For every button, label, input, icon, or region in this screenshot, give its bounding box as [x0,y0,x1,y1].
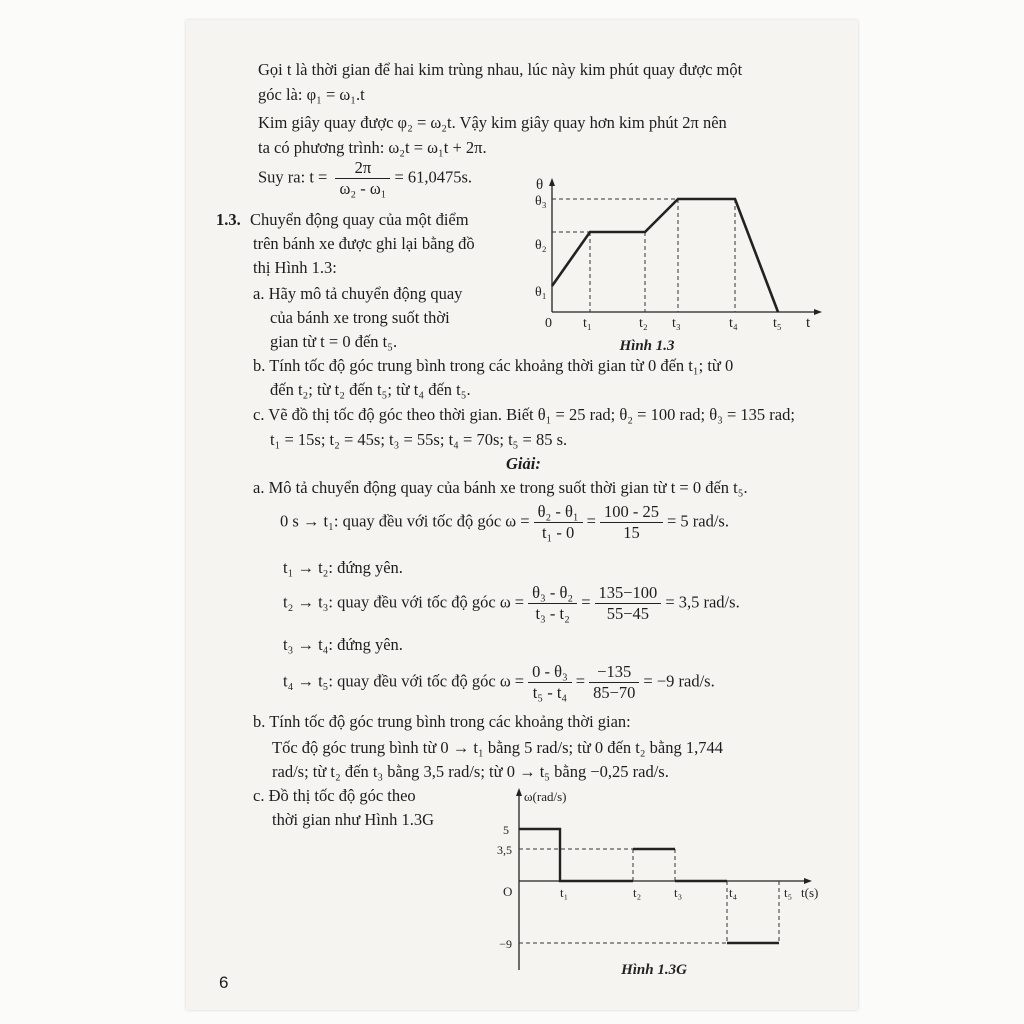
text-line: t₁ → t₂: đứng yên. [283,558,403,577]
denominator: ω₂ - ω₁ [339,179,387,198]
y-axis-label: ω(rad/s) [524,789,567,804]
x-tick: t₃ [672,316,681,331]
text-line: Tốc độ góc trung bình từ 0 → t₁ bằng 5 rad/s; từ 0 đến t₂ bằng 1,744 [272,738,723,757]
y-tick: θ₁ [535,285,547,300]
text-line: góc là: φ₁ = ω₁.t [258,85,365,104]
text-line: a. Hãy mô tả chuyển động quay [253,284,463,303]
guide-lines [552,199,735,312]
denominator: t₁ - 0 [541,523,575,542]
problem-number: 1.3. [216,210,241,229]
text-line: đến t₂; từ t₂ đến t₅; từ t₄ đến t₅. [270,380,471,399]
x-tick: t₅ [773,316,782,331]
eq-result: = −9 rad/s. [643,671,715,691]
x-tick: t₂ [639,316,648,331]
text-line: của bánh xe trong suốt thời [270,308,450,327]
origin-label: O [503,884,513,899]
text-line: Chuyển động quay của một điểm [250,210,469,229]
x-arrow-icon [804,878,812,884]
y-tick: θ₂ [535,238,547,253]
x-axis-label: t [806,315,811,331]
text-line: t₁ = 15s; t₂ = 45s; t₃ = 55s; t₄ = 70s; t₅ = 85 s. [270,430,568,449]
x-arrow-icon [814,309,822,315]
eq-text: t₂ → t₃: quay đều với tốc độ góc ω = [283,592,525,612]
text-line: a. Mô tả chuyển động quay của bánh xe trong suốt thời gian từ t = 0 đến t₅. [253,478,748,497]
numerator: 100 - 25 [600,502,663,523]
eq-sign: = [575,671,586,691]
x-tick: t₅ [784,885,793,900]
y-tick: θ₃ [535,194,547,209]
solution-title: Giải: [506,454,541,473]
figure-caption: Hình 1.3 [619,338,675,354]
eq-sign: = [581,592,591,612]
numerator: 2π [335,158,390,179]
text-line: ta có phương trình: ω₂t = ω₁t + 2π. [258,138,487,157]
x-tick: t₁ [583,316,592,331]
text-line: Kim giây quay được φ₂ = ω₂t. Vậy kim giây quay hơn kim phút 2π nên [258,113,727,132]
text-line: c. Vẽ đồ thị tốc độ góc theo thời gian. Biết θ₁ = 25 rad; θ₂ = 100 rad; θ₃ = 135 rad; [253,405,795,424]
numerator: −135 [589,662,639,683]
eq-result: = 61,0475s. [394,167,473,187]
x-tick: t₃ [674,885,683,900]
x-tick: t₁ [560,885,569,900]
eq-result: = 5 rad/s. [666,511,729,531]
x-tick: t₄ [729,885,738,900]
y-tick: −9 [499,937,512,951]
denominator: t₅ - t₄ [532,683,568,702]
x-axis-label: t(s) [801,885,819,900]
y-arrow-icon [549,178,555,186]
omega-steps [519,829,779,943]
text-line: b. Tính tốc độ góc trung bình trong các khoảng thời gian: [253,712,631,731]
page-number: 6 [219,973,229,992]
numerator: θ₃ - θ₂ [528,583,577,604]
text-line: gian từ t = 0 đến t₅. [270,332,398,351]
text-line: thời gian như Hình 1.3G [272,810,435,829]
text-line: trên bánh xe được ghi lại bằng đồ [253,234,475,253]
theta-curve [552,199,778,312]
denominator: 15 [623,523,640,542]
eq-result: = 3,5 rad/s. [665,592,740,612]
eq-text: t₄ → t₅: quay đều với tốc độ góc ω = [283,671,525,691]
origin-label: 0 [545,316,552,331]
text-line: b. Tính tốc độ góc trung bình trong các khoảng thời gian từ 0 đến t₁; từ 0 [253,356,734,375]
denominator: 85−70 [593,683,636,702]
numerator: θ₂ - θ₁ [534,502,583,523]
eq-prefix: Suy ra: t = [258,167,332,187]
x-tick: t₂ [633,885,642,900]
text-line: Gọi t là thời gian để hai kim trùng nhau, lúc này kim phút quay được một [258,60,743,79]
x-tick: t₄ [729,316,738,331]
eq-sign: = [586,511,596,531]
y-arrow-icon [516,788,522,796]
text-line: rad/s; từ t₂ đến t₃ bằng 3,5 rad/s; từ 0 → t₅ bằng −0,25 rad/s. [272,762,669,781]
y-tick: 3,5 [497,843,512,857]
text-line: c. Đồ thị tốc độ góc theo [253,786,416,805]
numerator: 0 - θ₃ [528,662,572,683]
figure-caption: Hình 1.3G [621,962,687,978]
numerator: 135−100 [595,583,662,604]
guide-lines [519,849,779,943]
eq-text: 0 s → t₁: quay đều với tốc độ góc ω = [280,511,530,531]
text-line: t₃ → t₄: đứng yên. [283,635,403,654]
denominator: 55−45 [606,604,650,623]
y-axis-label: θ [536,177,544,193]
text-line: thị Hình 1.3: [253,258,337,277]
denominator: t₃ - t₂ [535,604,570,623]
y-tick: 5 [503,823,509,837]
